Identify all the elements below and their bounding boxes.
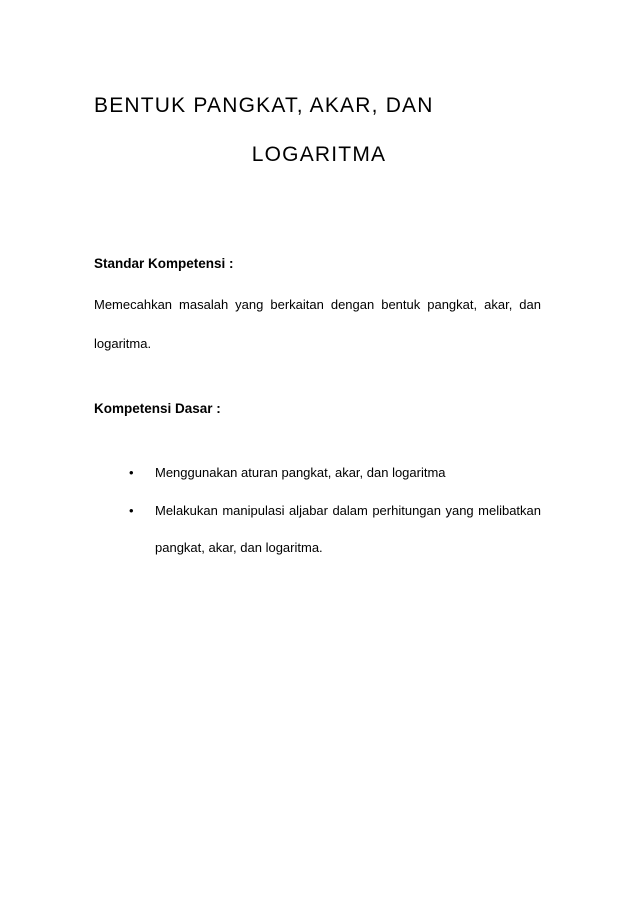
bullet-icon: • (129, 465, 134, 480)
document-title-line-2: LOGARITMA (251, 143, 387, 166)
standar-kompetensi-text-line-1: Memecahkan masalah yang berkaitan dengan bentuk pangkat, akar, dan (94, 297, 541, 312)
document-title-line-1: BENTUK PANGKAT, AKAR, DAN (94, 94, 434, 117)
kompetensi-dasar-item-2-line-1: Melakukan manipulasi aljabar dalam perhitungan yang melibatkan (155, 503, 541, 518)
standar-kompetensi-heading: Standar Kompetensi : (94, 256, 234, 271)
kompetensi-dasar-item-2-line-2: pangkat, akar, dan logaritma. (155, 540, 323, 555)
kompetensi-dasar-heading: Kompetensi Dasar : (94, 401, 221, 416)
kompetensi-dasar-item-1: Menggunakan aturan pangkat, akar, dan logaritma (155, 465, 446, 480)
standar-kompetensi-text-line-2: logaritma. (94, 336, 152, 351)
bullet-icon: • (129, 503, 134, 518)
